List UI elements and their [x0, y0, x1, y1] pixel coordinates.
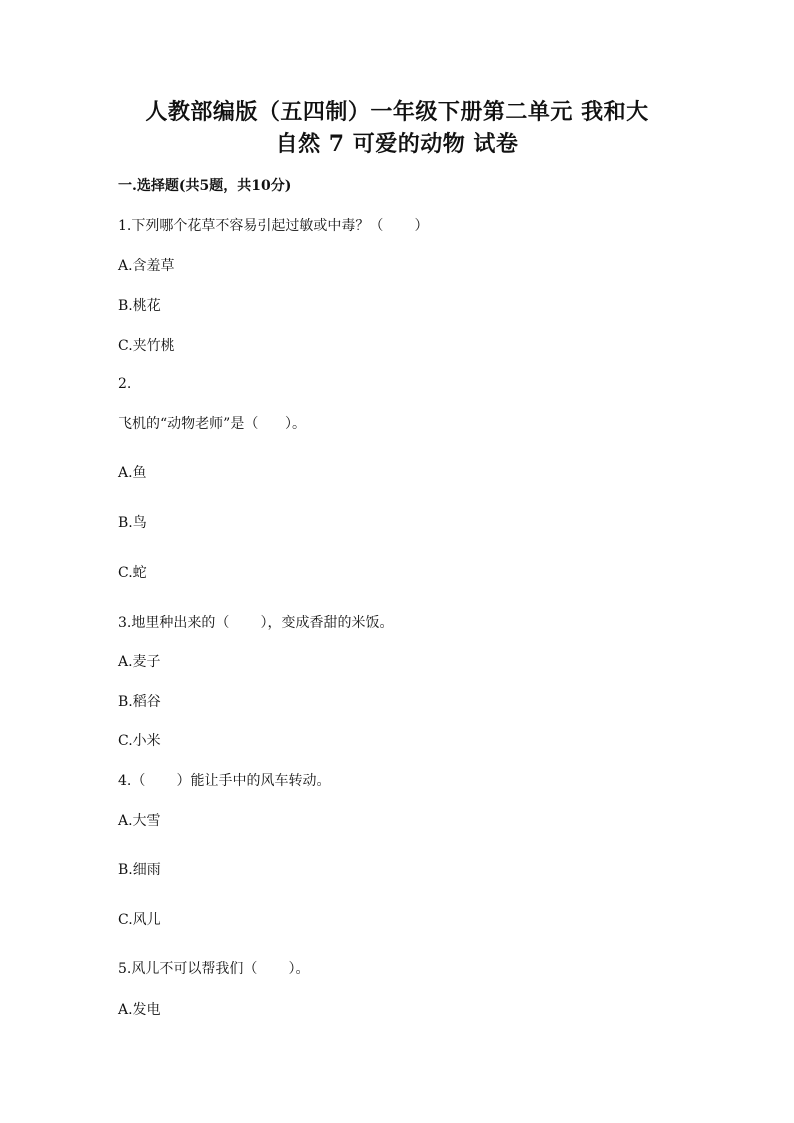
- question-4-option-b: B.细雨: [118, 862, 161, 878]
- question-3-option-c: C.小米: [118, 733, 161, 749]
- question-2-option-a: A.鱼: [118, 465, 147, 481]
- section-heading: 一.选择题(共5题，共10分): [118, 178, 292, 194]
- question-2-option-b: B.鸟: [118, 515, 147, 531]
- question-2-number: 2.: [118, 376, 132, 392]
- question-1-option-a: A.含羞草: [118, 258, 175, 274]
- question-3-stem: 3.地里种出来的（ ），变成香甜的米饭。: [118, 615, 394, 631]
- question-4-option-a: A.大雪: [118, 813, 161, 829]
- question-1-option-c: C.夹竹桃: [118, 338, 175, 354]
- question-3-option-a: A.麦子: [118, 654, 161, 670]
- question-4-stem: 4.（ ）能让手中的风车转动。: [118, 773, 331, 789]
- question-4-option-c: C.风儿: [118, 912, 161, 928]
- question-2-stem: 飞机的“动物老师”是（ ）。: [118, 416, 307, 432]
- question-1-option-b: B.桃花: [118, 298, 161, 314]
- question-3-option-b: B.稻谷: [118, 694, 161, 710]
- document-title-line-2: 自然 7 可爱的动物 试卷: [275, 131, 519, 157]
- question-5-option-a: A.发电: [118, 1002, 161, 1018]
- question-1-stem: 1.下列哪个花草不容易引起过敏或中毒？（ ）: [118, 218, 429, 234]
- question-2-option-c: C.蛇: [118, 565, 147, 581]
- document-title-line-1: 人教部编版（五四制）一年级下册第二单元 我和大: [145, 99, 649, 125]
- question-5-stem: 5.风儿不可以帮我们（ ）。: [118, 961, 310, 977]
